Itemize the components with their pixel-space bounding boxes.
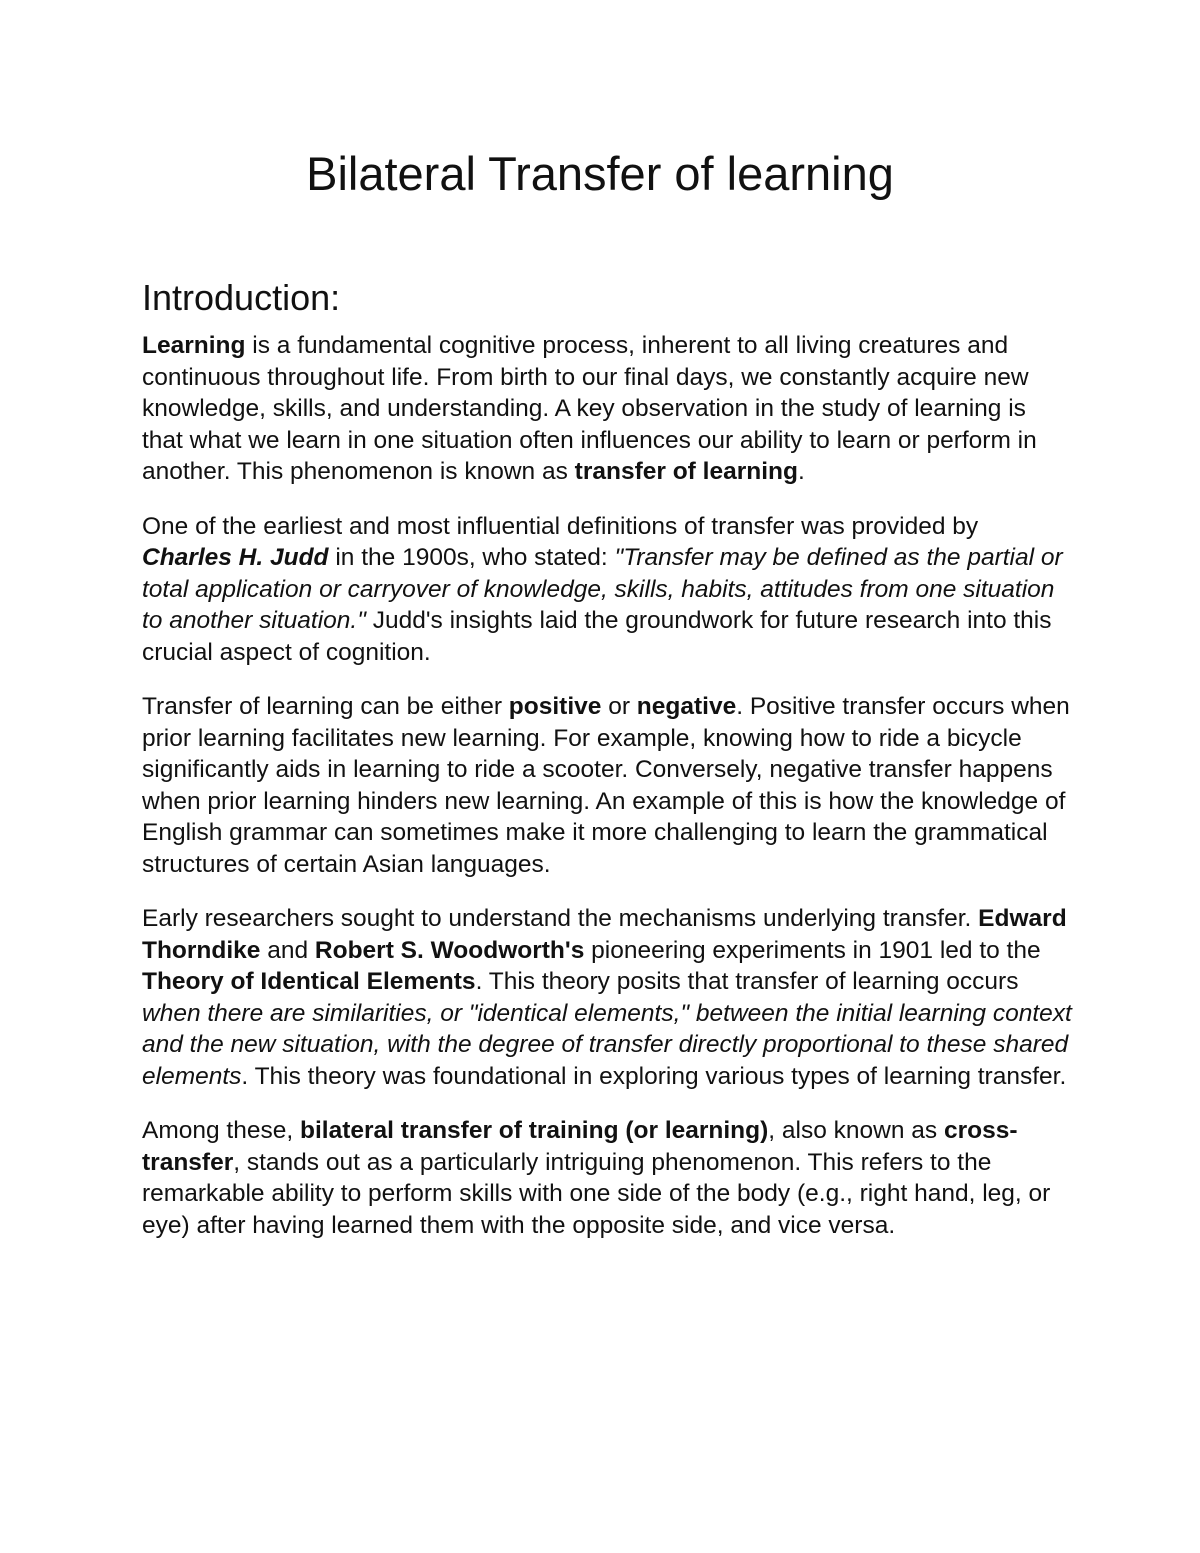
italic-run: when there are similarities, or "identical elements," between the initial learning context and the new situation, with the degree of transfer directly proportional to these shared elements (142, 999, 1072, 1090)
text-run: . This theory posits that transfer of learning occurs (475, 968, 1019, 995)
bold-term: bilateral transfer of training (or learning) (299, 1117, 769, 1144)
section-heading-introduction: Introduction: (142, 277, 341, 318)
author-name (142, 544, 329, 571)
text-run: pioneering experiments in 1901 led to the (584, 936, 1041, 964)
bold-term: Learning (142, 332, 246, 359)
text-run: and (260, 936, 315, 964)
text-run: Among these, (142, 1117, 300, 1144)
bold-term: Robert S. Woodworth's (314, 936, 585, 964)
document-title: Bilateral Transfer of learning (306, 147, 894, 200)
paragraph-4 (142, 903, 1072, 1092)
text-run: Transfer of learning can be either (142, 693, 509, 720)
bold-italic-run: Charles H. Judd (142, 544, 329, 571)
quotation: "Transfer may be defined as the partial or total application or carryover of knowledge, skills, habits, attitudes from one situation to another situation." (142, 544, 1063, 634)
bold-term: negative (636, 693, 737, 720)
bold-term: Edward Thorndike (142, 905, 1067, 964)
text-run: One of the earliest and most influential definitions of transfer was provided by (142, 512, 979, 540)
text-run: . Positive transfer occurs when prior learning facilitates new learning. For example, knowing how to ride a bicycle significantly aids in learning to ride a scooter. Conversely, negative transfer happens when prior learning hinders new learning. An example of this is how the knowledge of English grammar can sometimes make it more challenging to learn the grammatical structures of certain Asian languages. (142, 693, 1070, 878)
text-run: . (797, 458, 805, 485)
text-run: , stands out as a particularly intriguing phenomenon. This refers to the remarkable ability to perform skills with one side of the body (e.g., right hand, leg, or eye) after having learned them with the opposite side, and vice versa. (142, 1148, 1051, 1239)
paragraph-1 (142, 330, 1072, 488)
bold-term: positive (508, 693, 602, 720)
bold-term: Theory of Identical Elements (142, 968, 476, 995)
text-run: in the 1900s, who stated: (328, 544, 615, 571)
bold-term: transfer of learning (574, 458, 798, 485)
document-body (142, 330, 1072, 1264)
text-run: . This theory was foundational in exploring various types of learning transfer. (241, 1062, 1067, 1090)
text-run: is a fundamental cognitive process, inherent to all living creatures and continuous throughout life. From birth to our final days, we constantly acquire new knowledge, skills, and understanding. A key observation in the study of learning is that what we learn in one situation often influences our ability to learn or perform in another. This phenomenon is known as (142, 332, 1037, 485)
text-run: , also known as (768, 1117, 944, 1144)
paragraph-3 (142, 691, 1072, 880)
paragraph-2 (142, 511, 1072, 669)
bold-term: cross-transfer (142, 1117, 1018, 1176)
paragraph-5 (142, 1115, 1072, 1241)
text-run: Early researchers sought to understand the mechanisms underlying transfer. (142, 905, 979, 932)
text-run: Judd's insights laid the groundwork for future research into this crucial aspect of cognition. (142, 607, 1052, 666)
text-run: or (601, 693, 637, 720)
